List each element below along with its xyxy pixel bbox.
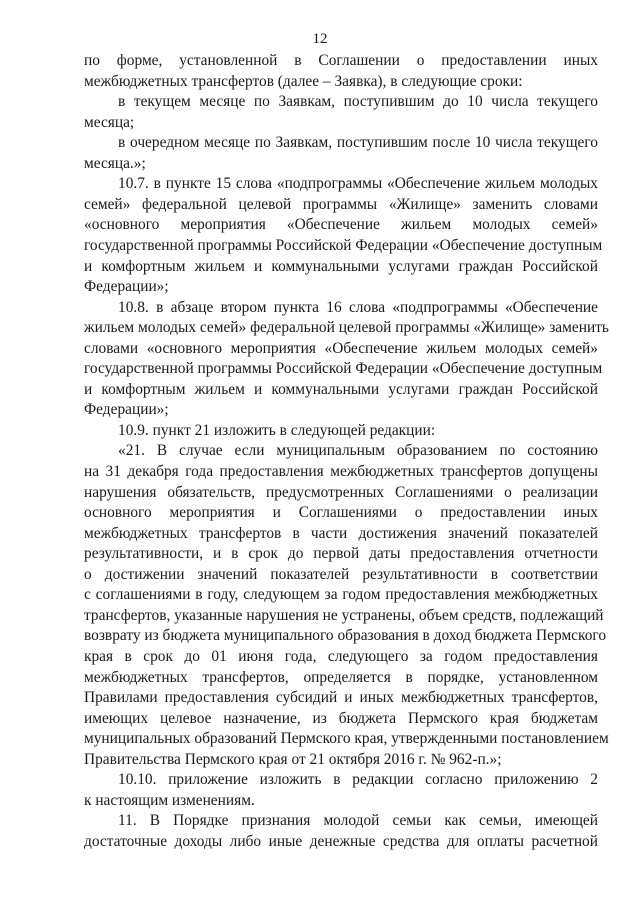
text-line: Федерации»; — [84, 401, 169, 419]
text-line: и комфортным жильем и коммунальными услугами граждан Российской — [84, 380, 598, 398]
text-line: результативности, и в срок до первой даты предоставления отчетности — [84, 545, 598, 563]
page-number: 12 — [312, 31, 328, 47]
text-line: имеющих целевое назначение, из бюджета Пермского края бюджетам — [84, 709, 598, 727]
text-line: межбюджетных трансфертов в части достижения значений показателей — [84, 524, 598, 542]
text-line: о достижении значений показателей результативности в соответствии — [84, 565, 598, 583]
text-line: в текущем месяце по Заявкам, поступившим до 10 числа текущего — [118, 93, 598, 111]
text-line: 11. В Порядке признания молодой семьи как семьи, имеющей — [118, 812, 598, 830]
text-line: трансфертов, указанные нарушения не устранены, объем средств, подлежащий — [84, 606, 604, 624]
text-line: возврату из бюджета муниципального образования в доход бюджета Пермского — [84, 627, 607, 645]
text-line: 10.9. пункт 21 изложить в следующей редакции: — [118, 421, 436, 439]
text-line: 10.7. в пункте 15 слова «подпрограммы «Обеспечение жильем молодых — [118, 175, 598, 193]
text-line: «21. В случае если муниципальным образованием по состоянию — [118, 442, 598, 460]
text-line: жильем молодых семей» федеральной целевой программы «Жилище» заменить — [84, 319, 609, 337]
text-line: основного мероприятия и Соглашениями о предоставлении иных — [84, 504, 598, 522]
text-line: к настоящим изменениям. — [84, 791, 255, 809]
text-line: государственной программы Российской Федерации «Обеспечение доступным — [84, 237, 603, 254]
text-line: достаточные доходы либо иные денежные средства для оплаты расчетной — [84, 832, 598, 850]
text-line: государственной программы Российской Федерации «Обеспечение доступным — [84, 360, 603, 378]
text-line: Правительства Пермского края от 21 октября 2016 г. № 962-п.»; — [84, 750, 502, 768]
text-line: межбюджетных трансфертов (далее – Заявка), в следующие сроки: — [84, 72, 523, 90]
text-line: словами «основного мероприятия «Обеспечение жильем молодых семей» — [84, 339, 598, 357]
text-line: Федерации»; — [84, 278, 169, 296]
text-line: в очередном месяце по Заявкам, поступившим после 10 числа текущего — [118, 134, 598, 152]
text-line: с соглашениями в году, следующем за годом предоставления межбюджетных — [84, 586, 598, 604]
text-line: нарушения обязательств, предусмотренных Соглашениями о реализации — [84, 483, 598, 501]
text-line: месяца.»; — [84, 154, 146, 172]
text-line: 10.10. приложение изложить в редакции согласно приложению 2 — [118, 771, 598, 789]
text-line: на 31 декабря года предоставления межбюджетных трансфертов допущены — [84, 463, 598, 480]
text-line: по форме, установленной в Соглашении о предоставлении иных — [84, 52, 598, 69]
text-line: и комфортным жильем и коммунальными услугами граждан Российской — [84, 257, 598, 275]
text-line: межбюджетных трансфертов, определяется в порядке, установленном — [84, 668, 598, 686]
text-line: месяца; — [84, 113, 135, 131]
text-line: края в срок до 01 июня года, следующего за годом предоставления — [84, 648, 598, 665]
text-line: «основного мероприятия «Обеспечение жильем молодых семей» — [84, 216, 598, 234]
text-line: семей» федеральной целевой программы «Жилище» заменить словами — [84, 195, 598, 213]
text-line: муниципальных образований Пермского края, утвержденными постановлением — [84, 730, 609, 748]
text-line: 10.8. в абзаце втором пункта 16 слова «подпрограммы «Обеспечение — [118, 298, 598, 316]
text-line: Правилами предоставления субсидий и иных межбюджетных трансфертов, — [84, 689, 598, 707]
